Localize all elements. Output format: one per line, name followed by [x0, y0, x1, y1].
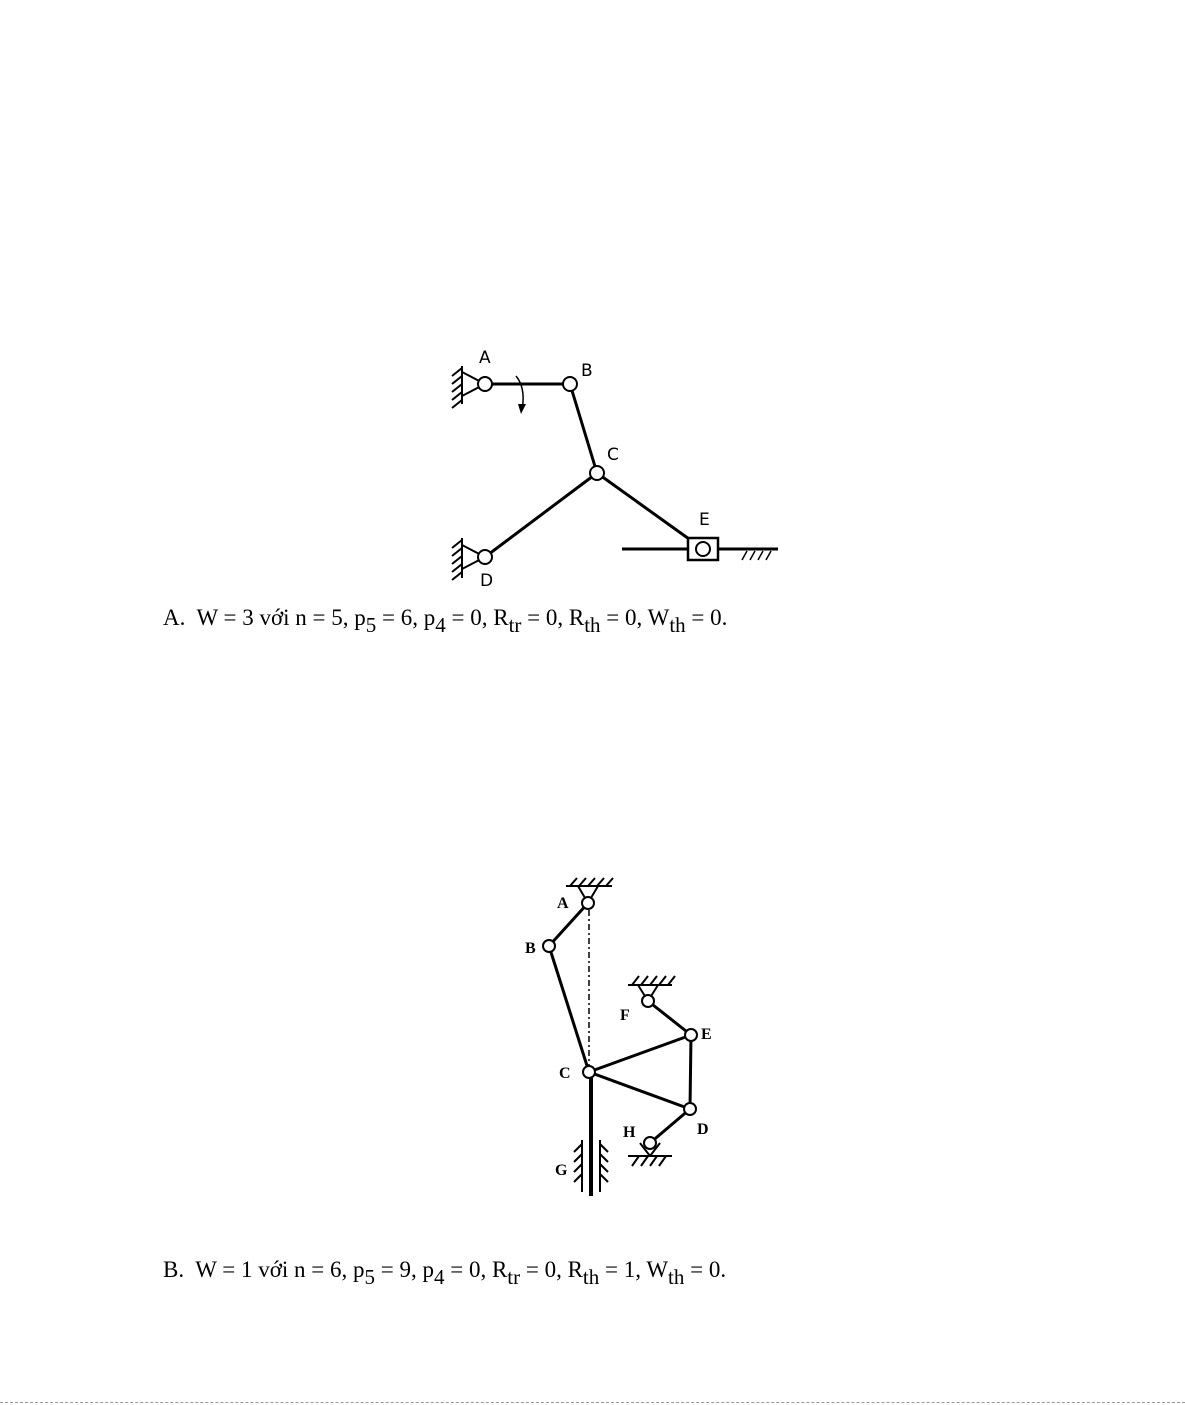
slider-guide-hatch [742, 551, 771, 560]
rotation-arrowhead [518, 404, 526, 414]
link-dc [485, 473, 597, 557]
answer-b-text-5: = 1, W [599, 1257, 669, 1282]
figure-b [543, 878, 697, 1196]
label-b-c: C [559, 1065, 571, 1082]
answer-a [163, 605, 728, 637]
answer-b-sub-tr: tr [507, 1265, 521, 1289]
answer-a-text-5: = 0, W [600, 605, 670, 630]
answer-a-letter: A. [163, 605, 186, 630]
joint-b-a [582, 897, 594, 909]
link-b-fe [648, 1001, 691, 1035]
answer-b-text-1: W = 1 với n = 6, p [195, 1257, 365, 1282]
answer-b-sub-p5: 5 [364, 1265, 375, 1289]
answer-a-text-6: = 0. [685, 605, 728, 630]
label-b-b: B [525, 940, 536, 957]
answer-b-letter: B. [163, 1257, 185, 1282]
joint-b-e [685, 1029, 697, 1041]
answer-b-text-6: = 0. [684, 1257, 727, 1282]
label-a-e: E [699, 510, 710, 530]
joint-c [590, 466, 604, 480]
joint-b [563, 377, 577, 391]
answer-b [163, 1257, 727, 1289]
joint-d [478, 550, 492, 564]
label-a-c: C [607, 445, 619, 465]
label-a-a: A [479, 348, 491, 368]
answer-a-sub-p4: 4 [435, 613, 446, 637]
link-b-hd [650, 1109, 690, 1143]
link-bc [570, 384, 597, 473]
label-b-g: G [555, 1162, 568, 1179]
answer-a-text-1: W = 3 với n = 5, p [196, 605, 366, 630]
label-b-f: F [620, 1007, 630, 1024]
joint-b-c [583, 1066, 595, 1078]
joint-b-h [644, 1137, 656, 1149]
answer-a-text-2: = 6, p [376, 605, 436, 630]
label-b-a: A [557, 895, 569, 912]
answer-a-sub-wth: th [669, 613, 686, 637]
answer-a-sub-tr: tr [508, 613, 522, 637]
answer-a-text-3: = 0, R [445, 605, 509, 630]
link-b-bc [549, 946, 589, 1072]
link-b-ce [589, 1035, 691, 1072]
answer-b-text-4: = 0, R [520, 1257, 583, 1282]
answer-a-sub-th: th [584, 613, 601, 637]
link-b-cd [589, 1072, 690, 1109]
figure-a [452, 366, 778, 580]
joint-b-d [684, 1103, 696, 1115]
answer-a-text-4: = 0, R [521, 605, 585, 630]
answer-b-text-3: = 0, R [444, 1257, 508, 1282]
joint-b-f [642, 995, 654, 1007]
label-a-b: B [581, 361, 593, 381]
answer-b-sub-wth: th [668, 1265, 685, 1289]
joint-e [696, 542, 710, 556]
answer-b-text-2: = 9, p [374, 1257, 434, 1282]
label-a-d: D [480, 571, 494, 591]
answer-a-sub-p5: 5 [365, 613, 377, 637]
joint-a [478, 377, 492, 391]
label-b-e: E [701, 1026, 712, 1043]
answer-b-sub-th: th [582, 1265, 600, 1289]
page-bottom-divider [0, 1402, 1185, 1403]
answer-b-sub-p4: 4 [433, 1265, 445, 1289]
label-b-d: D [697, 1121, 709, 1138]
link-b-ed [690, 1035, 691, 1109]
label-b-h: H [623, 1124, 636, 1141]
joint-b-b [543, 940, 555, 952]
